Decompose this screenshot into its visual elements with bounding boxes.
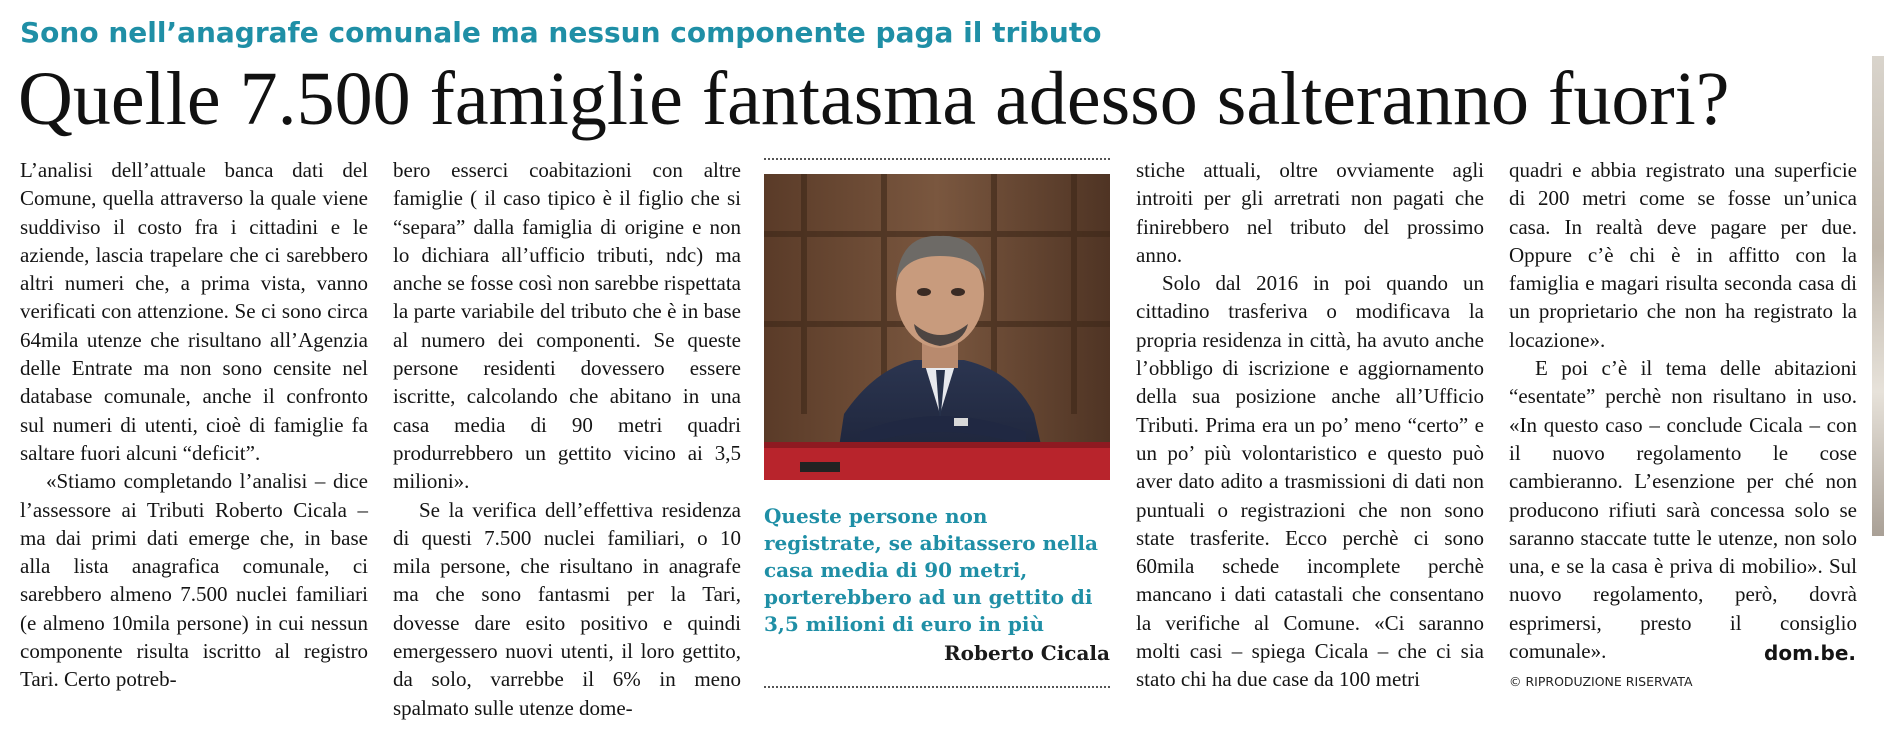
article-paragraph: E poi c’è il tema delle abitazioni “esentate” perchè non risultano in uso. «In questo caso – conclude Cicala – con il nuovo regolamento le cose cambieranno. L’esenzione per ché non producono rifiuti sarà concessa solo se saranno staccate tutte le utenze, non solo una, e se la casa è priva di mobilio». Sul nuovo regolamento, però, dovrà esprimersi, presto il consiglio comunale». xyxy=(1509,356,1857,664)
article-paragraph: bero esserci coabitazioni con altre famiglie ( il caso tipico è il figlio che si “separa” dalla famiglia di origine e non lo dichiara all’ufficio tributi, ndc) ma anche se fosse così non sarebbe rispettata la parte variabile del tributo che è in base al numero dei componenti. Se queste persone residenti dovessero essere iscritte, calcolando che abitano in una casa media di 90 metri quadri produrrebbero un gettito vicino ai 3,5 milioni». xyxy=(393,158,741,494)
pullquote-author: Roberto Cicala xyxy=(944,641,1110,665)
article-column-2 xyxy=(393,156,741,722)
article-column-3 xyxy=(1136,156,1484,694)
article-paragraph: quadri e abbia registrato una superficie di 200 metri come se fosse un’unica casa. In realtà deve pagare per due. Oppure c’è chi è in affitto con la famiglia e magari risulta seconda casa di un proprietario che non ha registrato la locazione». xyxy=(1509,158,1857,352)
pullquote-text: Queste persone non registrate, se abitassero nella casa media di 90 metri, porterebbero ad un gettito di 3,5 milioni di euro in più xyxy=(764,504,1098,636)
article-column-4 xyxy=(1509,156,1857,665)
photo-illustration xyxy=(764,174,1110,480)
article-paragraph: L’analisi dell’attuale banca dati del Comune, quella attraverso la quale viene suddiviso il costo fra i cittadini e le aziende, lascia trapelare che ci sarebbero altri numeri che, a prima vista, vanno verificati con attenzione. Se ci sono circa 64mila utenze che risultano all’Agenzia delle Entrate ma non sono censite nel database comunale, anche il confronto sul numeri di utenti, cioè di famiglie fa saltare fuori alcuni “deficit”. xyxy=(20,158,368,465)
article-kicker: Sono nell’anagrafe comunale ma nessun componente paga il tributo xyxy=(20,16,1102,49)
copyright-notice: © RIPRODUZIONE RISERVATA xyxy=(1509,674,1693,689)
article-column-1 xyxy=(20,156,368,694)
author-signature: dom.be. xyxy=(1764,641,1856,665)
adjacent-page-image-fragment xyxy=(1872,56,1884,536)
article-paragraph: «Stiamo completando l’analisi – dice l’assessore ai Tributi Roberto Cicala – ma dai primi dati emerge che, in base alla lista anagrafica comunale, ci sarebbero almeno 7.500 nuclei familiari (e almeno 10mila persone) in cui nessun componente risulta iscritto al registro Tari. Certo potreb- xyxy=(20,469,368,692)
pullquote-top-divider xyxy=(764,158,1110,160)
article-paragraph: stiche attuali, oltre ovviamente agli introiti per gli arretrati non pagati che finirebbero nel tributo del prossimo anno. xyxy=(1136,158,1484,267)
article-photo xyxy=(764,174,1110,480)
article-paragraph: Se la verifica dell’effettiva residenza di questi 7.500 nuclei familiari, o 10 mila persone, che risultano in anagrafe ma che sono fantasmi per la Tari, dovesse dare esito positivo e quindi emergessero nuovi utenti, il loro gettito, da solo, varrebbe il 6% in meno spalmato sulle utenze dome- xyxy=(393,497,741,720)
article-headline: Quelle 7.500 famiglie fantasma adesso salteranno fuori? xyxy=(18,57,1730,141)
article-paragraph: Solo dal 2016 in poi quando un cittadino trasferiva o modificava la propria residenza in città, ha avuto anche l’obbligo di iscrizione e aggiornamento della sua posizione anche all’Ufficio Tributi. Prima era un po’ meno “certo” e un po’ più volontaristico e questo può aver dato adito a trasmissioni di dati non puntuali o registrazioni che non sono state trasferite. Ecco perchè ci sono 60mila schede incomplete perchè mancano i dati catastali che consentano la verifiche al Comune. «Ci saranno molti casi – spiega Cicala – che ci sia stato chi ha due case da 100 metri xyxy=(1136,271,1484,692)
pullquote-bottom-divider xyxy=(764,686,1110,688)
